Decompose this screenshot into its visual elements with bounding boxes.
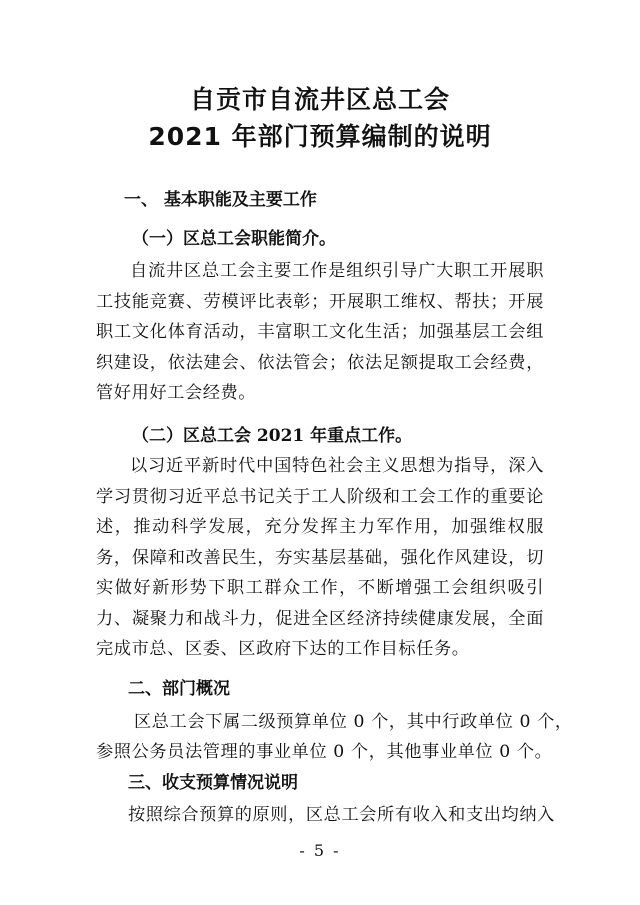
section2-line-1: 区总工会下属二级预算单位 0 个，其中行政单位 0 个， bbox=[134, 712, 573, 732]
section1-subheading-2: （二）区总工会 2021 年重点工作。 bbox=[132, 426, 413, 446]
section3-line-1: 按照综合预算的原则，区总工会所有收入和支出均纳入 bbox=[128, 805, 555, 825]
section2-heading: 二、部门概况 bbox=[128, 679, 230, 699]
document-title-line2: 2021 年部门预算编制的说明 bbox=[148, 122, 492, 151]
section2-line-2: 参照公务员法管理的事业单位 0 个，其他事业单位 0 个。 bbox=[96, 742, 553, 762]
section1-paragraph-2: 以习近平新时代中国特色社会主义思想为指导，深入学习贯彻习近平总书记关于工人阶级和工会工作的重要论述，推动科学发展，充分发挥主力军作用，加强维权服务，保障和改善民生，夯实基层基础，强化作风建设，切实做好新形势下职工群众工作，不断增强工会组织吸引力、凝聚力和战斗力，促进全区经济持续健康发展，全面完成市总、区委、区政府下达的工作目标任务。 bbox=[96, 456, 544, 659]
section1-subheading-1: （一）区总工会职能简介。 bbox=[132, 229, 336, 249]
section3-heading: 三、收支预算情况说明 bbox=[128, 773, 298, 793]
section1-heading: 一、 基本职能及主要工作 bbox=[124, 190, 317, 210]
document-title-line1: 自贡市自流井区总工会 bbox=[189, 85, 450, 114]
page-number: - 5 - bbox=[299, 841, 341, 860]
section1-paragraph-1: 自流井区总工会主要工作是组织引导广大职工开展职工技能竞赛、劳模评比表彰；开展职工维权、帮扶；开展职工文化体育活动，丰富职工文化生活；加强基层工会组织建设，依法建会、依法管会；依法足额提取工会经费，管好用好工会经费。 bbox=[96, 261, 544, 403]
